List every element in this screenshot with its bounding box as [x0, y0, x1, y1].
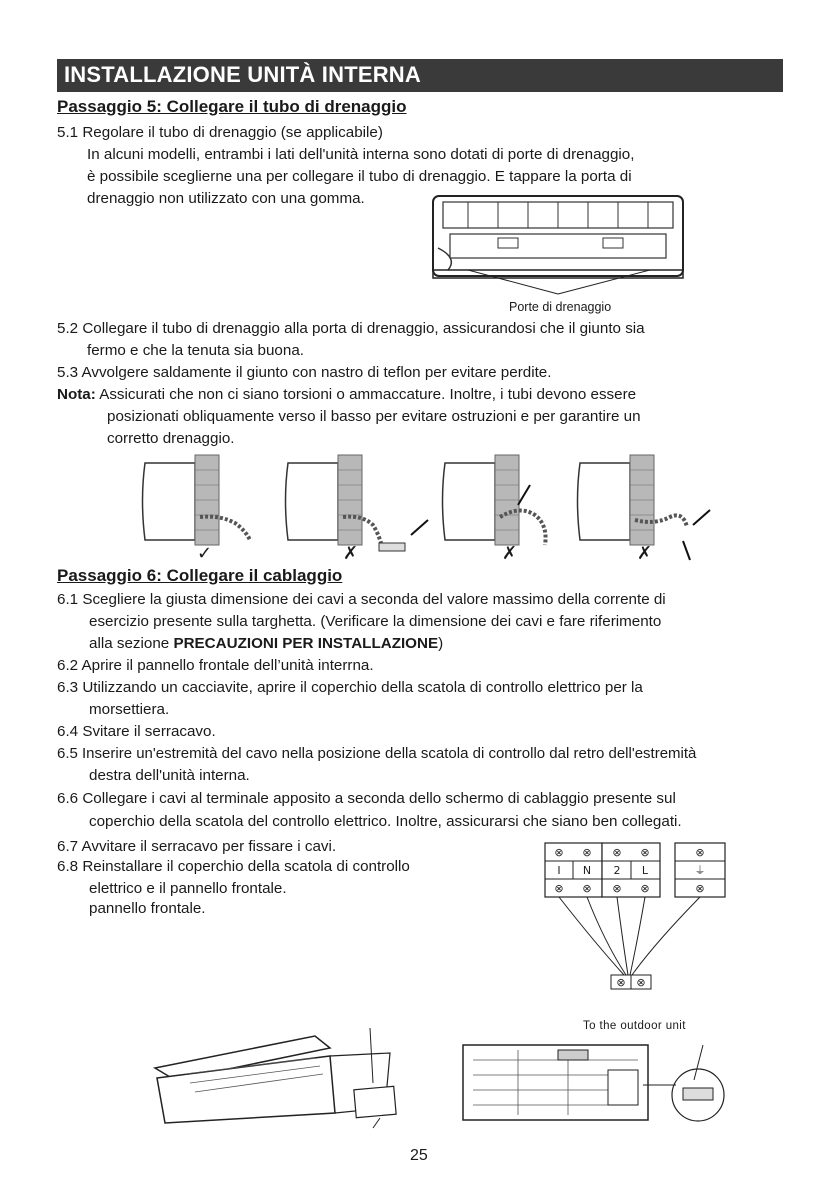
wiring-diagram: [545, 843, 725, 1013]
step6-3-line2: morsettiera.: [89, 701, 170, 718]
terminal-l: L: [641, 864, 649, 877]
step6-5: 6.5 Inserire un'estremità del cavo nella posizione della scatola di controllo dal retro dell'estremità: [57, 745, 697, 762]
step6-1-line3-post: ): [438, 635, 444, 652]
screw-top-4: ⊗: [640, 846, 650, 859]
step5-heading: Passaggio 5: Collegare il tubo di drenaggio: [57, 97, 407, 116]
step6-1-line2: esercizio presente sulla targhetta. (Verificare la dimensione dei cavi e fare riferimento: [89, 613, 662, 630]
step5-2: 5.2 Collegare il tubo di drenaggio alla porta di drenaggio, assicurandosi che il giunto sia: [57, 320, 645, 337]
screw-bottom-4: ⊗: [640, 882, 650, 895]
step6-6: 6.6 Collegare i cavi al terminale apposito a seconda dello schermo di cablaggio presente sul: [57, 790, 676, 807]
screw-bottom-1: ⊗: [554, 882, 564, 895]
screw-top-2: ⊗: [582, 846, 592, 859]
step6-5-line2: destra dell'unità interna.: [89, 767, 250, 784]
drain-illustration-3: [440, 455, 560, 565]
outdoor-unit-label: To the outdoor unit: [583, 1020, 686, 1032]
step6-2: 6.2 Aprire il pannello frontale dell’unità interrna.: [57, 657, 374, 674]
step6-heading: Passaggio 6: Collegare il cablaggio: [57, 566, 343, 585]
precautions-reference: PRECAUZIONI PER INSTALLAZIONE: [173, 635, 439, 652]
step5-1: 5.1 Regolare il tubo di drenaggio (se applicabile): [57, 124, 383, 141]
indoor-unit-open-figure: [145, 1028, 415, 1128]
note-line2: posizionati obliquamente verso il basso per evitare ostruzioni e per garantire un: [107, 408, 641, 425]
terminal-i: I: [557, 864, 561, 877]
step6-6-line2: coperchio della scatola del controllo elettrico. Inoltre, assicurarsi che siano ben collegati.: [89, 813, 682, 830]
step6-3: 6.3 Utilizzando un cacciavite, aprire il coperchio della scatola di controllo elettrico per la: [57, 679, 643, 696]
step6-8-line3: pannello frontale.: [89, 900, 206, 917]
outdoor-screw-2: ⊗: [636, 976, 646, 989]
drain-ports-caption: Porte di drenaggio: [509, 300, 612, 314]
mark-wrong-3: ✗: [637, 543, 653, 563]
mark-wrong-1: ✗: [343, 543, 359, 563]
note-line3: corretto drenaggio.: [107, 430, 235, 447]
note-label: Nota:: [57, 386, 96, 403]
indoor-unit-terminal-figure: [458, 1040, 733, 1125]
screw-bottom-3: ⊗: [612, 882, 622, 895]
step6-1-line3-pre: alla sezione: [89, 635, 174, 652]
step5-2-line2: fermo e che la tenuta sia buona.: [87, 342, 304, 359]
terminal-n: N: [582, 864, 592, 877]
screw-bottom-2: ⊗: [582, 882, 592, 895]
step6-1: 6.1 Scegliere la giusta dimensione dei cavi a seconda del valore massimo della corrente di: [57, 591, 666, 608]
step6-1-line3: [89, 635, 443, 653]
page-number: 25: [410, 1147, 428, 1164]
screw-bottom-5: ⊗: [695, 882, 705, 895]
step5-1-line2: In alcuni modelli, entrambi i lati dell'unità interna sono dotati di porte di drenaggio,: [87, 146, 635, 163]
step6-7: 6.7 Avvitare il serracavo per fissare i cavi.: [57, 838, 337, 855]
step6-4: 6.4 Svitare il serracavo.: [57, 723, 216, 740]
step5-3: 5.3 Avvolgere saldamente il giunto con nastro di teflon per evitare perdite.: [57, 364, 552, 381]
section-title: INSTALLAZIONE UNITÀ INTERNA: [64, 62, 421, 87]
terminal-2: 2: [613, 864, 621, 877]
drain-ports-figure: [428, 188, 688, 300]
mark-wrong-2: ✗: [502, 543, 518, 563]
screw-top-3: ⊗: [612, 846, 622, 859]
note-text-1: Assicurati che non ci siano torsioni o ammaccature. Inoltre, i tubi devono essere: [95, 386, 637, 403]
terminal-ground: ⏚: [694, 864, 706, 877]
outdoor-screw-1: ⊗: [616, 976, 626, 989]
step6-8: 6.8 Reinstallare il coperchio della scatola di controllo: [57, 858, 410, 875]
mark-correct: ✓: [197, 543, 213, 563]
step5-1-line4: drenaggio non utilizzato con una gomma.: [87, 190, 365, 207]
screw-top-1: ⊗: [554, 846, 564, 859]
screw-top-5: ⊗: [695, 846, 705, 859]
step6-8-line2: elettrico e il pannello frontale.: [89, 880, 287, 897]
step5-1-line3: è possibile sceglierne una per collegare il tubo di drenaggio. E tappare la porta di: [87, 168, 632, 185]
note-line1: [57, 386, 636, 404]
